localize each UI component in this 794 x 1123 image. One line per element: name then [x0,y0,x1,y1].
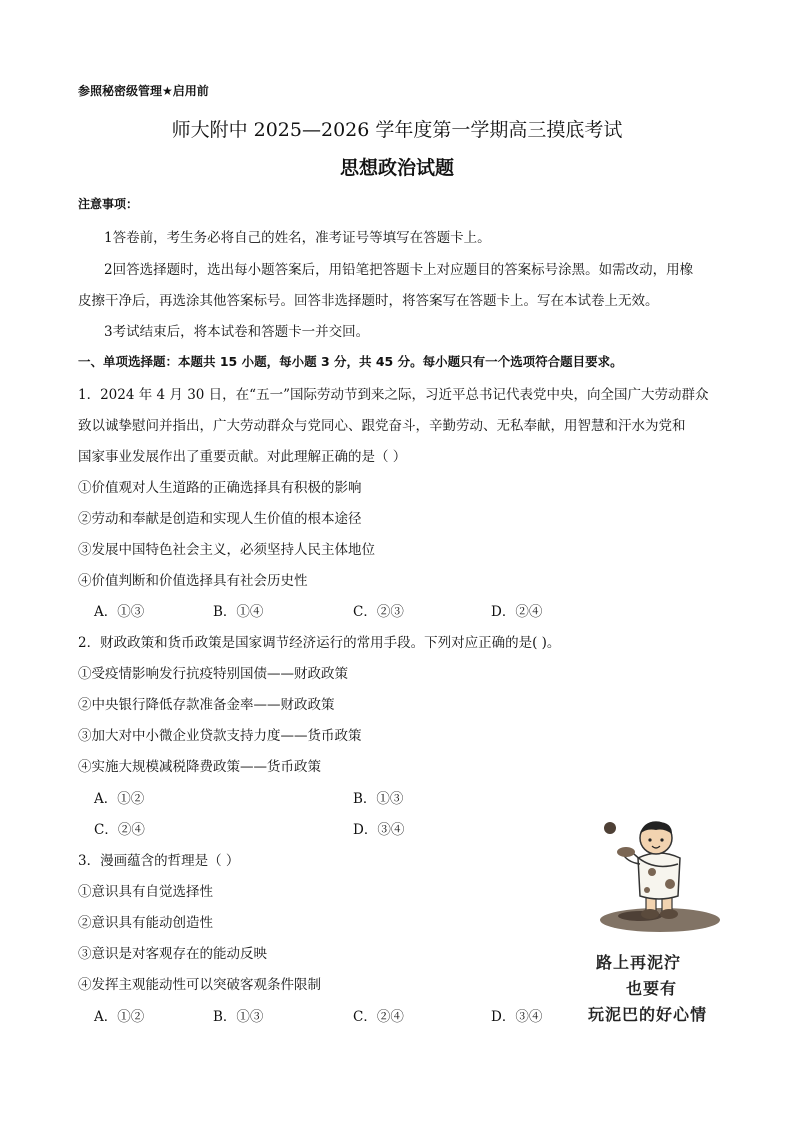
q3-statement-1: ①意识具有自觉选择性 [78,884,213,900]
notice-heading: 注意事项： [78,197,139,211]
secret-mark: 参照秘密级管理★启用前 [78,84,209,98]
notice-item-3: 3考试结束后，将本试卷和答题卡一并交回。 [104,324,370,340]
notice-item-2: 2回答选择题时，选出每小题答案后，用铅笔把答题卡上对应题目的答案标号涂黑。如需改动，用橡 [104,262,694,278]
q1-statement-1: ①价值观对人生道路的正确选择具有积极的影响 [78,480,362,496]
q2-option-c[interactable]: C．②④ [94,822,145,838]
notice-item-1: 1答卷前，考生务必将自己的姓名，准考证号等填写在答题卡上。 [104,230,491,246]
q2-statement-4: ④实施大规模减税降费政策——货币政策 [78,759,321,775]
q3-option-b[interactable]: B．①③ [213,1009,264,1025]
q3-option-d[interactable]: D．③④ [491,1009,543,1025]
q1-option-d[interactable]: D．②④ [491,604,543,620]
q2-option-b[interactable]: B．①③ [353,791,404,807]
q1-stem-line-3: 国家事业发展作出了重要贡献。对此理解正确的是（ ） [78,449,407,465]
q2-option-d[interactable]: D．③④ [353,822,405,838]
q3-option-c[interactable]: C．②④ [353,1009,404,1025]
q2-stem: 2．财政政策和货币政策是国家调节经济运行的常用手段。下列对应正确的是( )。 [78,635,561,651]
cartoon-caption-line-2: 也要有 [626,979,678,998]
q1-option-a[interactable]: A．①③ [94,604,145,620]
q3-stem: 3．漫画蕴含的哲理是（ ） [78,853,240,869]
mud-playing-child-icon [582,810,732,940]
q3-statement-4: ④发挥主观能动性可以突破客观条件限制 [78,977,321,993]
cartoon-caption-line-1: 路上再泥泞 [596,953,682,972]
q2-option-a[interactable]: A．①② [94,791,145,807]
section-heading: 一、单项选择题：本题共 15 小题，每小题 3 分，共 45 分。每小题只有一个选项符合题目要求。 [78,354,623,369]
cartoon-caption-line-3: 玩泥巴的好心情 [588,1005,708,1024]
exam-subtitle: 思想政治试题 [339,157,454,179]
cartoon-illustration [582,810,732,1025]
q1-statement-3: ③发展中国特色社会主义，必须坚持人民主体地位 [78,542,375,558]
q1-stem-line-2: 致以诚挚慰问并指出，广大劳动群众与党同心、跟党奋斗，辛勤劳动、无私奉献，用智慧和汗水为党和 [78,418,686,434]
q2-statement-1: ①受疫情影响发行抗疫特别国债——财政政策 [78,666,348,682]
notice-item-2-cont: 皮擦干净后，再选涂其他答案标号。回答非选择题时，将答案写在答题卡上。写在本试卷上无效。 [78,293,659,309]
q1-stem-line-1: 1．2024 年 4 月 30 日，在“五一”国际劳动节到来之际，习近平总书记代表党中央，向全国广大劳动群众 [78,387,709,403]
q1-statement-2: ②劳动和奉献是创造和实现人生价值的根本途径 [78,511,362,527]
q3-statement-2: ②意识具有能动创造性 [78,915,213,931]
q3-option-a[interactable]: A．①② [94,1009,145,1025]
q2-statement-2: ②中央银行降低存款准备金率——财政政策 [78,697,335,713]
q1-option-c[interactable]: C．②③ [353,604,404,620]
q3-statement-3: ③意识是对客观存在的能动反映 [78,946,267,962]
q1-option-b[interactable]: B．①④ [213,604,264,620]
exam-title: 师大附中 2025—2026 学年度第一学期高三摸底考试 [171,119,623,141]
q2-statement-3: ③加大对中小微企业贷款支持力度——货币政策 [78,728,362,744]
q1-statement-4: ④价值判断和价值选择具有社会历史性 [78,573,308,589]
